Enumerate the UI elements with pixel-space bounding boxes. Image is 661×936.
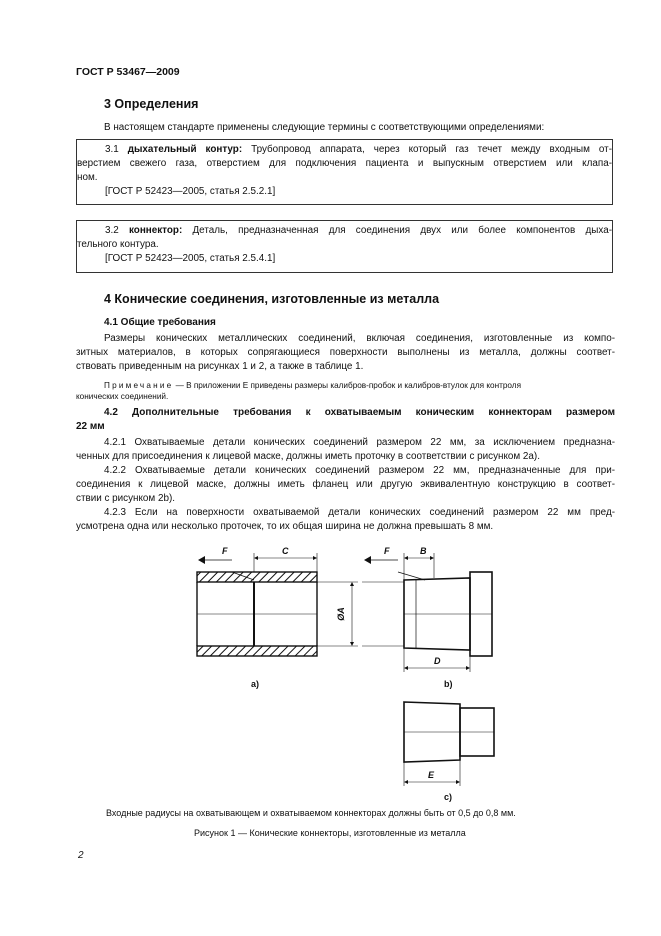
para-4-1-line-3: ствовать приведенным на рисунках 1 и 2, а также в таблице 1. (76, 361, 364, 372)
para-4-1-line-1: Размеры конических металлических соединений, включая соединения, изготовленные из компо- (104, 333, 615, 344)
figure-note: Входные радиусы на охватывающем и охватываемом коннекторах должны быть от 0,5 до 0,8 мм. (106, 808, 516, 818)
subfigure-b-label: b) (444, 679, 453, 689)
female-connector-a (197, 553, 317, 656)
section-4-2-title-line-1: 4.2 Дополнительные требования к охватываемым коническим коннекторам размером (104, 407, 615, 418)
para-4-2-3-line-1: 4.2.3 Если на поверхности охватываемой детали конических соединений размером 22 мм пред- (104, 507, 615, 518)
label-diameter-a: ØA (335, 607, 346, 621)
label-b: B (420, 546, 427, 556)
subfigure-a-label: a) (251, 679, 260, 689)
figure-caption: Рисунок 1 — Конические коннекторы, изготовленные из металла (194, 828, 466, 838)
label-e: E (428, 770, 435, 780)
note-line-2: конических соединений. (76, 392, 169, 401)
para-4-2-2-line-3: ствии с рисунком 2b). (76, 493, 175, 504)
definition-2-line-1: 3.2 коннектор: Деталь, предназначенная для соединения двух или более компонентов дыха- (105, 225, 612, 236)
male-connector-b (362, 553, 492, 672)
para-4-2-1-line-2: ченных для присоединения к лицевой маске, должны иметь проточку в соответствии с рисунком 2а). (76, 451, 540, 462)
para-4-2-2-line-1: 4.2.2 Охватываемые детали конических соединений размером 22 мм, предназначенные для при- (104, 465, 615, 476)
section-3-intro: В настоящем стандарте применены следующие термины с соответствующими определениями: (104, 122, 545, 133)
definition-1-line-2: верстием свежего газа, отверстием для подключения пациента и выпускным отверстием или клапа- (77, 158, 612, 169)
definition-1-reference: [ГОСТ Р 52423—2005, статья 2.5.2.1] (105, 186, 276, 197)
definition-1-line-3: ном. (77, 172, 98, 183)
label-f-a: F (222, 546, 228, 556)
definition-2-reference: [ГОСТ Р 52423—2005, статья 2.5.4.1] (105, 253, 276, 264)
section-4-1-title: 4.1 Общие требования (104, 317, 216, 328)
para-4-2-3-line-2: усмотрена одна или несколько проточек, то их общая ширина не должна превышать 8 мм. (76, 521, 494, 532)
label-c: C (282, 546, 289, 556)
para-4-2-1-line-1: 4.2.1 Охватываемые детали конических соединений размером 22 мм, за исключением предназна- (104, 437, 615, 448)
section-3-title: 3 Определения (104, 97, 199, 111)
standard-header: ГОСТ Р 53467—2009 (76, 66, 180, 78)
term-breathing-circuit: дыхательный контур: (127, 144, 243, 155)
definition-1-line-1: 3.1 дыхательный контур: Трубопровод аппарата, через который газ течет между входным от- (105, 144, 612, 155)
section-4-2-title-line-2: 22 мм (76, 421, 105, 432)
term-connector: коннектор: (128, 225, 183, 236)
para-4-2-2-line-2: соединения к лицевой маске, должны иметь фланец или другую эквивалентную конструкцию в соответ- (76, 479, 615, 490)
label-f-b: F (384, 546, 390, 556)
note-label: Примечание (104, 381, 174, 390)
page-number: 2 (78, 850, 84, 861)
subfigure-c-label: c) (444, 792, 453, 802)
male-connector-c (404, 702, 494, 786)
definition-2-line-2: тельного контура. (77, 239, 159, 250)
para-4-1-line-2: зитных материалов, в которых сопрягающиеся поверхности выполнены из металла, должны соответ- (76, 347, 615, 358)
note-line-1: Примечание — В приложении Е приведены размеры калибров-пробок и калибров-втулок для контроля (104, 381, 522, 390)
section-4-title: 4 Конические соединения, изготовленные из металла (104, 292, 440, 306)
label-d: D (434, 656, 441, 666)
